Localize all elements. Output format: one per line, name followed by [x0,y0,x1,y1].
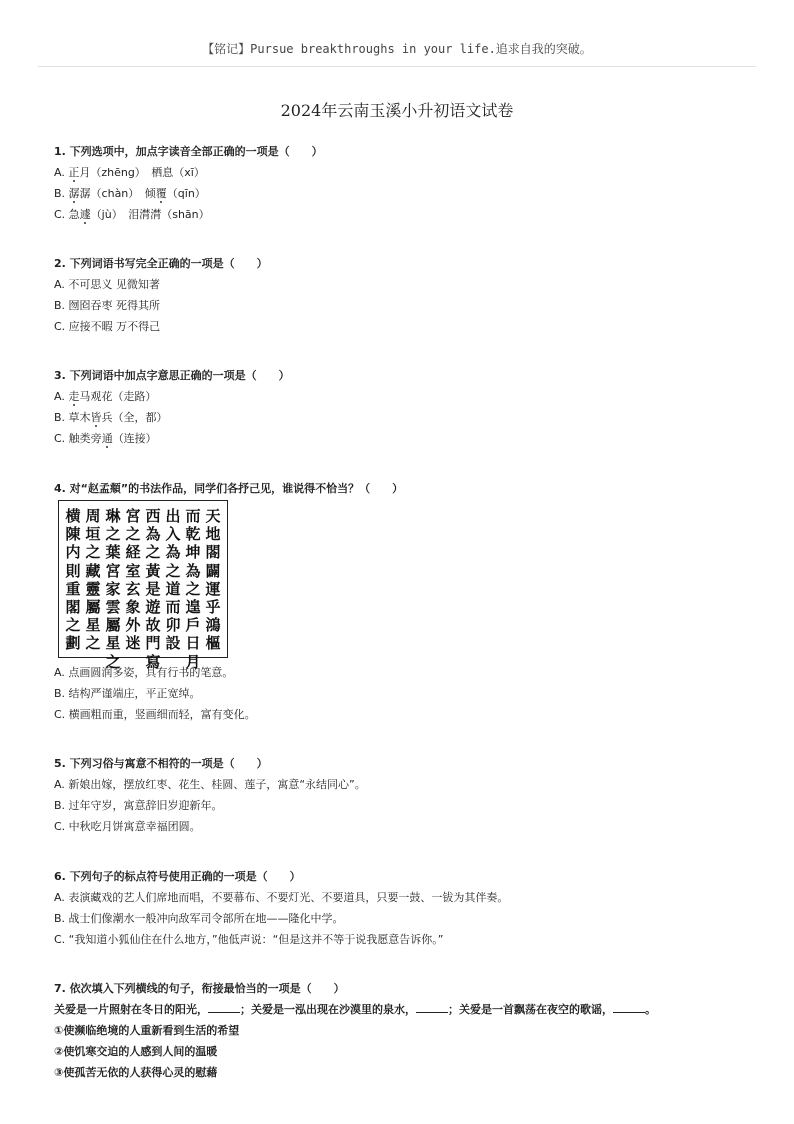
dotted-char: 通 [101,432,113,445]
question-3-stem: 3. 下列词语中加点字意思正确的一项是（ ） [54,369,290,382]
calligraphy-char: 坤 [185,543,201,562]
calligraphy-column [123,507,143,653]
calligraphy-column [143,507,163,671]
question-4-stem: 4. 对“赵孟頫”的书法作品，同学们各抒己见，谁说得不恰当？（ ） [54,482,404,495]
calligraphy-char: 為 [165,543,181,562]
calligraphy-char: 黃 [145,561,161,580]
calligraphy-char: 垣 [85,525,101,544]
calligraphy-char: 雲 [105,598,121,617]
dotted-char: 走 [68,390,80,403]
calligraphy-char: 室 [125,561,141,580]
calligraphy-char: 内 [65,543,81,562]
page-title: 2024年云南玉溪小升初语文试卷 [280,101,514,120]
question-1 [54,141,754,225]
calligraphy-char: 玄 [125,579,141,598]
calligraphy-char: 地 [205,525,221,544]
question-6 [54,866,754,950]
calligraphy-char: 則 [65,561,81,580]
question-4-option-a[interactable]: A. 点画圆润多姿，具有行书的笔意。 [54,666,234,679]
question-7-passage [54,999,754,1020]
question-5-option-c[interactable]: C. 中秋吃月饼寓意幸福团圆。 [54,820,201,833]
calligraphy-char: 屬 [85,598,101,617]
calligraphy-char: 星 [85,616,101,635]
calligraphy-char: 日 [185,634,201,653]
calligraphy-char: 之 [65,616,81,635]
calligraphy-char: 是 [145,579,161,598]
passage-text: 。 [645,1003,656,1016]
calligraphy-char: 宮 [125,507,141,525]
calligraphy-char: 道 [165,579,181,598]
calligraphy-char: 迷 [125,634,141,653]
question-2-option-b[interactable]: B. 囫囵吞枣 死得其所 [54,299,161,312]
dotted-char: 皆 [90,411,102,424]
calligraphy-char: 門 [145,634,161,653]
calligraphy-char: 重 [65,579,81,598]
calligraphy-char: 月 [185,652,201,671]
question-3-option-c[interactable] [54,428,754,449]
calligraphy-char: 遑 [185,598,201,617]
question-1-option-c[interactable] [54,204,754,225]
question-7-sentence-3: ③使孤苦无依的人获得心灵的慰藉 [54,1066,218,1079]
option-text: （jù） 泪潸潸（shān） [90,208,210,221]
dotted-char: 覆 [155,187,167,200]
calligraphy-char: 戶 [185,616,201,635]
option-prefix: A. [54,390,69,403]
option-text: 马观花（走路） [79,390,157,403]
question-3-option-b[interactable] [54,407,754,428]
passage-text: 关爱是一片照射在冬日的阳光， [54,1003,208,1016]
question-7 [54,978,754,1083]
dotted-char: 正 [68,166,80,179]
calligraphy-char: 周 [85,507,101,525]
calligraphy-char: 陳 [65,525,81,544]
question-1-option-a[interactable] [54,162,754,183]
calligraphy-char: 設 [165,634,181,653]
question-5 [54,753,754,837]
calligraphy-char: 経 [125,543,141,562]
passage-text: ；关爱是一泓出现在沙漠里的泉水， [240,1003,416,1016]
question-5-option-a[interactable]: A. 新娘出嫁，摆放红枣、花生、桂圆、莲子，寓意“永结同心”。 [54,778,366,791]
option-prefix: A. [54,166,69,179]
calligraphy-char: 閤 [205,543,221,562]
calligraphy-char: 琳 [105,507,121,525]
calligraphy-char: 横 [65,507,81,525]
calligraphy-char: 星 [105,634,121,653]
question-2-option-c[interactable]: C. 应接不暇 万不得己 [54,320,161,333]
option-text: （连接） [112,432,157,445]
calligraphy-char: 宮 [105,561,121,580]
option-prefix: B. [54,187,69,200]
calligraphy-char: 天 [205,507,221,525]
fill-blank[interactable] [613,1000,645,1013]
calligraphy-char: 靈 [85,579,101,598]
calligraphy-char: 之 [85,543,101,562]
option-text: 兵（全，都） [101,411,168,424]
option-text: 潺（chàn） 倾 [79,187,156,200]
calligraphy-char: 寫 [145,652,161,671]
calligraphy-char: 藏 [85,561,101,580]
calligraphy-char: 象 [125,598,141,617]
calligraphy-column [63,507,83,653]
calligraphy-char: 之 [185,579,201,598]
calligraphy-column [83,507,103,653]
calligraphy-char: 而 [165,598,181,617]
question-1-stem: 1. 下列选项中，加点字读音全部正确的一项是（ ） [54,145,323,158]
calligraphy-char: 卯 [165,616,181,635]
question-2-option-a[interactable]: A. 不可思义 见微知著 [54,278,160,291]
question-3-option-a[interactable] [54,386,754,407]
calligraphy-char: 之 [105,652,121,671]
option-prefix: B. 草木 [54,411,91,424]
calligraphy-char: 之 [105,525,121,544]
question-6-stem: 6. 下列句子的标点符号使用正确的一项是（ ） [54,870,301,883]
dotted-char: 遽 [79,208,91,221]
dotted-char: 潺 [68,187,80,200]
question-1-option-b[interactable] [54,183,754,204]
option-text: （qīn） [166,187,206,200]
fill-blank[interactable] [416,1000,448,1013]
calligraphy-column [203,507,223,653]
question-4 [54,478,754,499]
question-5-stem: 5. 下列习俗与寓意不相符的一项是（ ） [54,757,268,770]
calligraphy-char: 出 [165,507,181,525]
page-header: 【铭记】Pursue breakthroughs in your life.追求自我的突破。 [202,42,592,56]
calligraphy-char: 闢 [205,561,221,580]
fill-blank[interactable] [208,1000,240,1013]
calligraphy-char: 之 [125,525,141,544]
calligraphy-char: 外 [125,616,141,635]
calligraphy-char: 之 [85,634,101,653]
question-4-options [54,662,754,725]
calligraphy-char: 之 [145,543,161,562]
question-7-sentence-1: ①使濒临绝境的人重新看到生活的希望 [54,1024,240,1037]
question-7-stem: 7. 依次填入下列横线的句子，衔接最恰当的一项是（ ） [54,982,345,995]
calligraphy-char: 乾 [185,525,201,544]
calligraphy-char: 故 [145,616,161,635]
option-prefix: C. 触类旁 [54,432,102,445]
calligraphy-char: 入 [165,525,181,544]
question-6-option-b[interactable]: B. 战士们像潮水一般冲向敌军司令部所在地——隆化中学。 [54,912,344,925]
calligraphy-column [103,507,123,671]
calligraphy-column [183,507,203,671]
calligraphy-char: 之 [165,561,181,580]
question-6-option-a[interactable]: A. 表演藏戏的艺人们席地而唱，不要幕布、不要灯光、不要道具，只要一鼓、一钹为其伴奏。 [54,891,509,904]
passage-text: ；关爱是一首飘荡在夜空的歌谣， [448,1003,613,1016]
calligraphy-char: 家 [105,579,121,598]
calligraphy-char: 為 [145,525,161,544]
calligraphy-char: 樞 [205,634,221,653]
calligraphy-char: 運 [205,579,221,598]
calligraphy-char: 遊 [145,598,161,617]
question-3 [54,365,754,449]
option-text: 月（zhēng） 栖息（xī） [79,166,205,179]
calligraphy-char: 乎 [205,598,221,617]
question-7-sentence-2: ②使饥寒交迫的人感到人间的温暖 [54,1045,218,1058]
calligraphy-char: 而 [185,507,201,525]
calligraphy-char: 為 [185,561,201,580]
question-4-option-c[interactable]: C. 横画粗而重，竖画细而轻，富有变化。 [54,708,256,721]
option-prefix: C. 急 [54,208,80,221]
header-divider [38,66,756,67]
question-5-option-b[interactable]: B. 过年守岁，寓意辞旧岁迎新年。 [54,799,223,812]
question-6-option-c[interactable]: C. “我知道小狐仙住在什么地方，”他低声说：“但是这并不等于说我愿意告诉你。” [54,933,444,946]
calligraphy-char: 鴻 [205,616,221,635]
calligraphy-image [58,500,228,671]
calligraphy-char: 葉 [105,543,121,562]
calligraphy-char: 閣 [65,598,81,617]
question-2-stem: 2. 下列词语书写完全正确的一项是（ ） [54,257,268,270]
calligraphy-char: 西 [145,507,161,525]
question-4-option-b[interactable]: B. 结构严谨端庄，平正宽绰。 [54,687,201,700]
calligraphy-char: 屬 [105,616,121,635]
calligraphy-char: 劃 [65,634,81,653]
question-2 [54,253,754,337]
calligraphy-column [163,507,183,653]
